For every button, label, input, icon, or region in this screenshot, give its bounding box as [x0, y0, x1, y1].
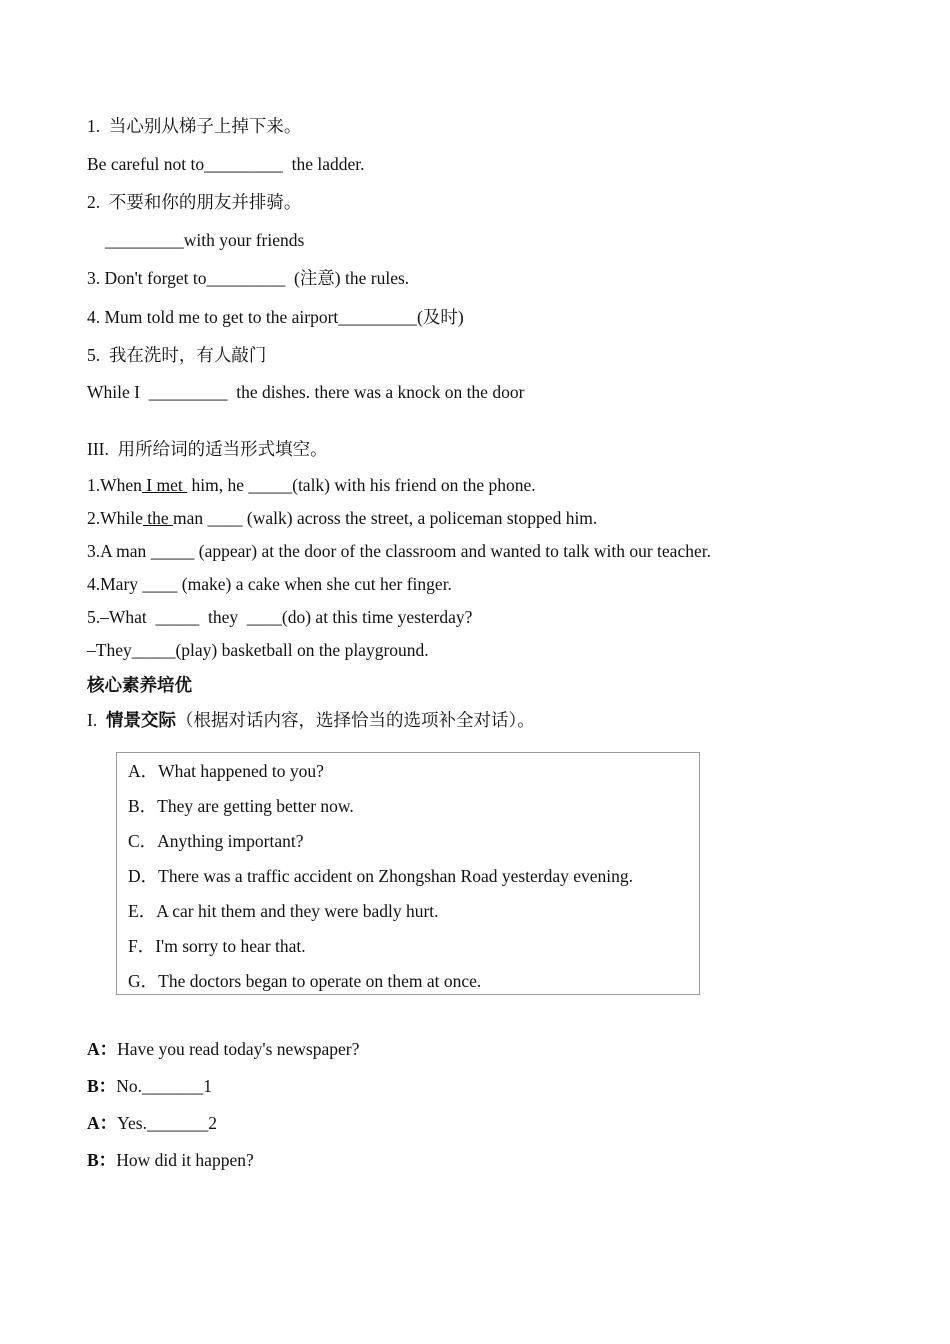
dialogue-line-4 [87, 1149, 254, 1171]
dialogue-text: Yes._______2 [117, 1113, 217, 1133]
core-title: 核心素养培优 [87, 675, 192, 695]
core-section-prefix: I. [87, 710, 106, 730]
core-section-heading [87, 709, 535, 731]
dialogue-text: Have you read today's newspaper? [117, 1039, 360, 1059]
s3-item-4: 4.Mary ____ (make) a cake when she cut her finger. [87, 574, 452, 594]
s3-item-2-underlined: the [142, 508, 174, 528]
option-d: D．There was a traffic accident on Zhongshan Road yesterday evening. [128, 866, 634, 886]
s3-item-2-start: 2.While [87, 508, 143, 528]
q1-english: Be careful not to_________ the ladder. [87, 154, 365, 174]
option-g: G．The doctors began to operate on them at once. [128, 971, 482, 991]
dialogue-line-3 [87, 1112, 217, 1134]
s3-item-3: 3.A man _____ (appear) at the door of the classroom and wanted to talk with our teacher. [87, 541, 711, 561]
dialogue-text: How did it happen? [116, 1150, 254, 1170]
q2-english: _________with your friends [105, 230, 305, 250]
q2-chinese: 2. 不要和你的朋友并排骑。 [87, 192, 302, 212]
q5-english: While I _________ the dishes. there was a knock on the door [87, 382, 525, 402]
option-b: B．They are getting better now. [128, 796, 354, 816]
s3-item-1-start: 1.When [87, 475, 142, 495]
speaker-label: A： [87, 1113, 118, 1133]
option-c: C．Anything important? [128, 831, 304, 851]
s3-item-1-end: him, he _____(talk) with his friend on the phone. [187, 475, 536, 495]
s3-item-5-reply: –They_____(play) basketball on the playground. [87, 640, 429, 660]
section-3-heading: III. 用所给词的适当形式填空。 [87, 439, 328, 459]
s3-item-2 [87, 507, 597, 529]
speaker-label: B： [87, 1150, 117, 1170]
s3-item-1 [87, 474, 536, 496]
q1-chinese: 1. 当心别从梯子上掉下来。 [87, 116, 302, 136]
core-section-bold: 情景交际 [105, 710, 176, 730]
q4: 4. Mum told me to get to the airport_________(及时) [87, 307, 464, 327]
q3: 3. Don't forget to_________ (注意) the rules. [87, 268, 410, 288]
s3-item-5: 5.–What _____ they ____(do) at this time yesterday? [87, 607, 473, 627]
q5-chinese: 5. 我在洗时，有人敲门 [87, 345, 267, 365]
dialogue-line-2 [87, 1075, 212, 1097]
s3-item-1-underlined: I met [141, 475, 188, 495]
speaker-label: B： [87, 1076, 117, 1096]
option-a: A．What happened to you? [128, 761, 324, 781]
speaker-label: A： [87, 1039, 118, 1059]
options-box [116, 752, 700, 995]
option-e: E．A car hit them and they were badly hurt. [128, 901, 439, 921]
dialogue-line-1 [87, 1038, 359, 1060]
core-section-rest: （根据对话内容，选择恰当的选项补全对话）。 [175, 710, 535, 730]
dialogue-text: No._______1 [116, 1076, 212, 1096]
s3-item-2-end: man ____ (walk) across the street, a policeman stopped him. [173, 508, 598, 528]
option-f: F．I'm sorry to hear that. [128, 936, 306, 956]
